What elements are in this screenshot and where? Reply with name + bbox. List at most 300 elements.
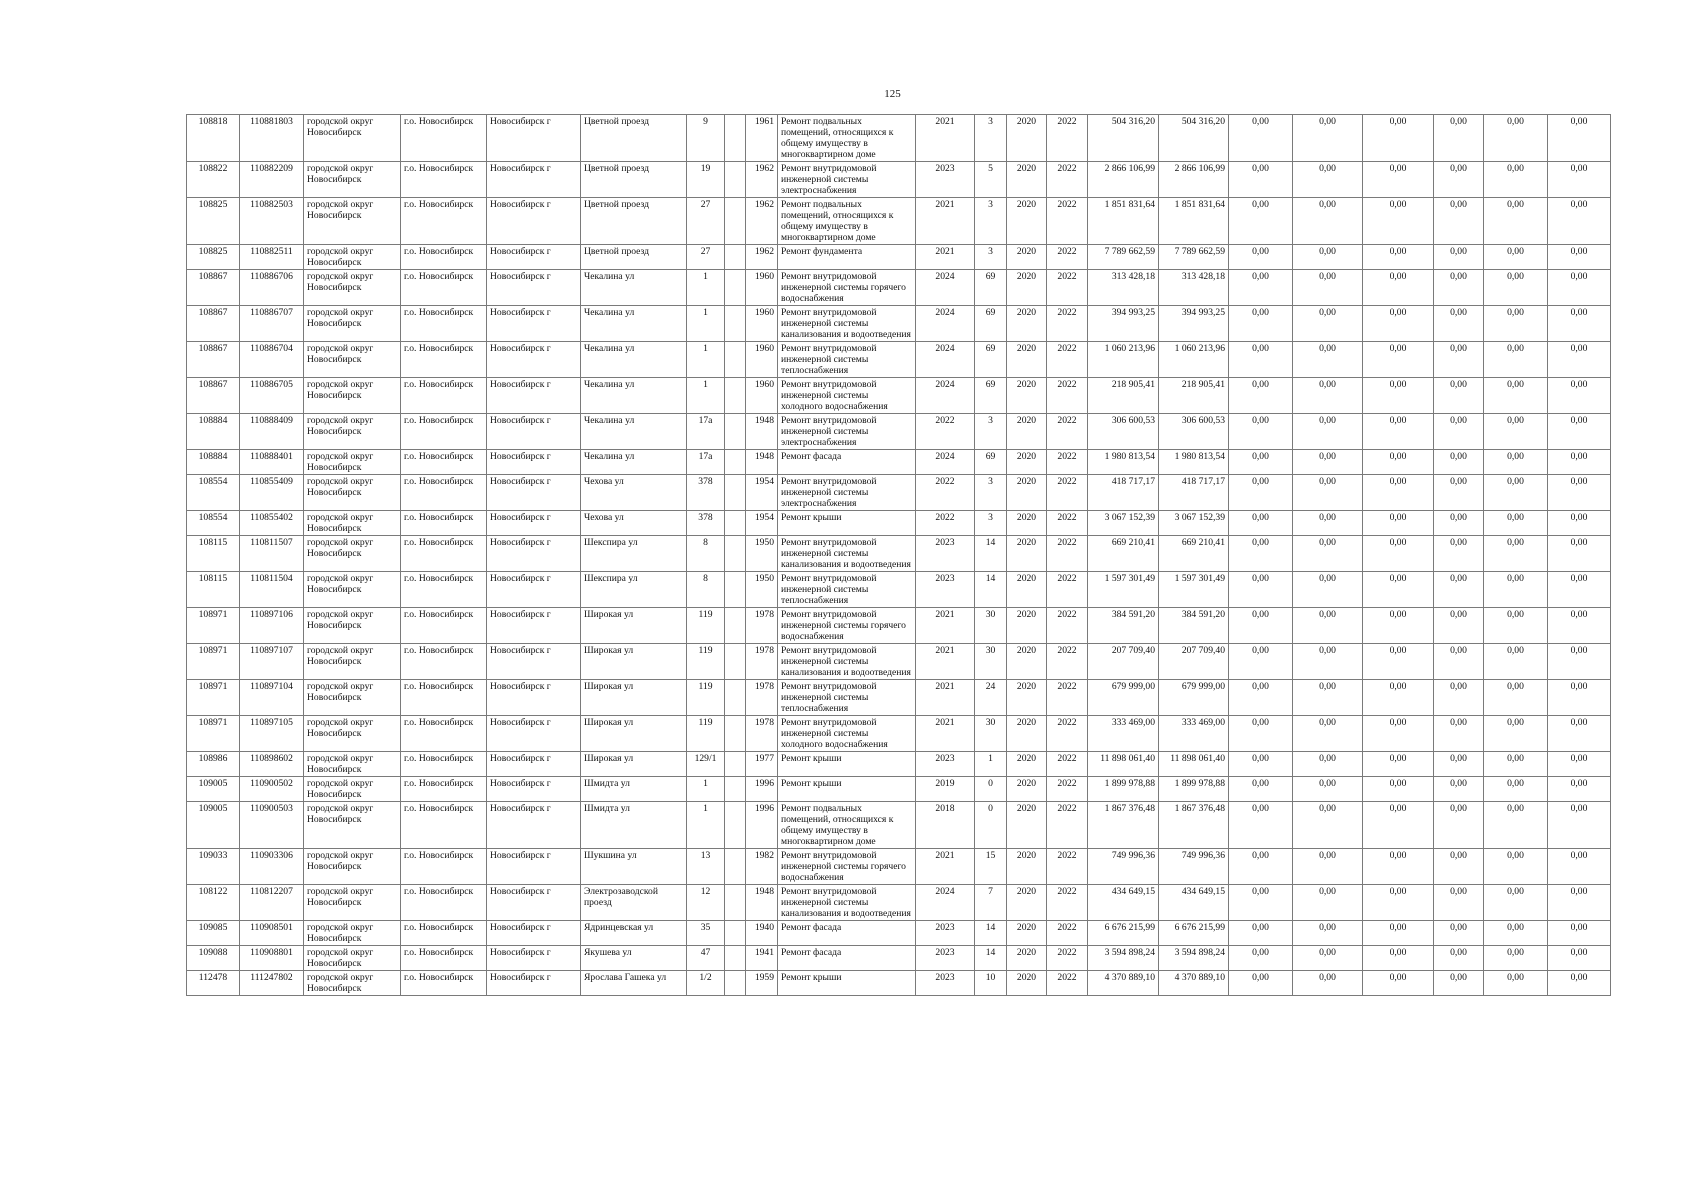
budget-cell-5: 0,00 <box>1484 342 1548 378</box>
budget-cell-6: 0,00 <box>1548 475 1611 511</box>
budget-cell-1: 0,00 <box>1229 245 1293 270</box>
plan-year-cell: 2021 <box>916 644 975 680</box>
total-cost-cell: 3 067 152,39 <box>1088 511 1159 536</box>
budget-cell-3: 0,00 <box>1363 921 1434 946</box>
end-year-cell: 2022 <box>1047 946 1088 971</box>
plan-year-cell: 2023 <box>916 946 975 971</box>
budget-cell-4: 0,00 <box>1434 572 1484 608</box>
budget-cell-6: 0,00 <box>1548 777 1611 802</box>
budget-cell-2: 0,00 <box>1293 752 1363 777</box>
budget-cell-3: 0,00 <box>1363 414 1434 450</box>
table-row <box>187 245 1611 270</box>
district-cell: г.о. Новосибирск <box>401 608 487 644</box>
budget-cell-3: 0,00 <box>1363 644 1434 680</box>
city-cell: Новосибирск г <box>487 572 581 608</box>
count-cell: 1 <box>975 752 1007 777</box>
fund-cost-cell: 7 789 662,59 <box>1159 245 1229 270</box>
building-cell <box>725 572 746 608</box>
count-cell: 3 <box>975 475 1007 511</box>
street-cell: Широкая ул <box>581 716 687 752</box>
district-cell: г.о. Новосибирск <box>401 946 487 971</box>
table-row <box>187 777 1611 802</box>
building-cell <box>725 306 746 342</box>
budget-cell-6: 0,00 <box>1548 946 1611 971</box>
house-number-cell: 1 <box>687 802 725 849</box>
municipality-cell: городской округ Новосибирск <box>304 644 401 680</box>
work-type-cell: Ремонт внутридомовой инженерной системы канализования и водоотведения <box>778 306 916 342</box>
house-number-cell: 119 <box>687 608 725 644</box>
street-cell: Электрозаводской проезд <box>581 885 687 921</box>
street-cell: Шукшина ул <box>581 849 687 885</box>
work-id-cell: 110888409 <box>240 414 304 450</box>
total-cost-cell: 6 676 215,99 <box>1088 921 1159 946</box>
total-cost-cell: 3 594 898,24 <box>1088 946 1159 971</box>
budget-cell-1: 0,00 <box>1229 306 1293 342</box>
budget-cell-2: 0,00 <box>1293 885 1363 921</box>
building-cell <box>725 162 746 198</box>
end-year-cell: 2022 <box>1047 608 1088 644</box>
house-id-cell: 108554 <box>187 475 240 511</box>
house-id-cell: 108884 <box>187 414 240 450</box>
budget-cell-4: 0,00 <box>1434 450 1484 475</box>
building-cell <box>725 475 746 511</box>
work-type-cell: Ремонт внутридомовой инженерной системы теплоснабжения <box>778 680 916 716</box>
budget-cell-4: 0,00 <box>1434 644 1484 680</box>
budget-cell-5: 0,00 <box>1484 511 1548 536</box>
start-year-cell: 2020 <box>1007 115 1047 162</box>
table-row <box>187 342 1611 378</box>
house-number-cell: 17а <box>687 414 725 450</box>
work-id-cell: 110897107 <box>240 644 304 680</box>
start-year-cell: 2020 <box>1007 885 1047 921</box>
municipality-cell: городской округ Новосибирск <box>304 198 401 245</box>
budget-cell-2: 0,00 <box>1293 849 1363 885</box>
fund-cost-cell: 6 676 215,99 <box>1159 921 1229 946</box>
district-cell: г.о. Новосибирск <box>401 306 487 342</box>
build-year-cell: 1948 <box>746 885 778 921</box>
budget-cell-2: 0,00 <box>1293 198 1363 245</box>
start-year-cell: 2020 <box>1007 752 1047 777</box>
count-cell: 5 <box>975 162 1007 198</box>
city-cell: Новосибирск г <box>487 511 581 536</box>
work-type-cell: Ремонт внутридомовой инженерной системы теплоснабжения <box>778 342 916 378</box>
municipality-cell: городской округ Новосибирск <box>304 777 401 802</box>
street-cell: Якушева ул <box>581 946 687 971</box>
city-cell: Новосибирск г <box>487 306 581 342</box>
work-id-cell: 110900502 <box>240 777 304 802</box>
district-cell: г.о. Новосибирск <box>401 536 487 572</box>
work-type-cell: Ремонт крыши <box>778 971 916 996</box>
work-type-cell: Ремонт подвальных помещений, относящихся к общему имуществу в многоквартирном доме <box>778 802 916 849</box>
municipality-cell: городской округ Новосибирск <box>304 342 401 378</box>
build-year-cell: 1982 <box>746 849 778 885</box>
building-cell <box>725 450 746 475</box>
table-row <box>187 921 1611 946</box>
budget-cell-1: 0,00 <box>1229 777 1293 802</box>
building-cell <box>725 946 746 971</box>
budget-cell-1: 0,00 <box>1229 414 1293 450</box>
city-cell: Новосибирск г <box>487 971 581 996</box>
count-cell: 3 <box>975 511 1007 536</box>
total-cost-cell: 669 210,41 <box>1088 536 1159 572</box>
plan-year-cell: 2022 <box>916 511 975 536</box>
budget-cell-5: 0,00 <box>1484 198 1548 245</box>
end-year-cell: 2022 <box>1047 270 1088 306</box>
budget-cell-6: 0,00 <box>1548 716 1611 752</box>
house-id-cell: 108867 <box>187 342 240 378</box>
total-cost-cell: 1 851 831,64 <box>1088 198 1159 245</box>
house-number-cell: 1 <box>687 306 725 342</box>
budget-cell-3: 0,00 <box>1363 162 1434 198</box>
budget-cell-3: 0,00 <box>1363 378 1434 414</box>
count-cell: 3 <box>975 115 1007 162</box>
district-cell: г.о. Новосибирск <box>401 378 487 414</box>
building-cell <box>725 608 746 644</box>
total-cost-cell: 679 999,00 <box>1088 680 1159 716</box>
budget-cell-3: 0,00 <box>1363 115 1434 162</box>
budget-cell-5: 0,00 <box>1484 946 1548 971</box>
district-cell: г.о. Новосибирск <box>401 572 487 608</box>
work-id-cell: 110900503 <box>240 802 304 849</box>
municipality-cell: городской округ Новосибирск <box>304 752 401 777</box>
building-cell <box>725 885 746 921</box>
street-cell: Чекалина ул <box>581 378 687 414</box>
plan-year-cell: 2021 <box>916 608 975 644</box>
house-number-cell: 119 <box>687 644 725 680</box>
plan-year-cell: 2023 <box>916 971 975 996</box>
house-id-cell: 108825 <box>187 245 240 270</box>
plan-year-cell: 2024 <box>916 306 975 342</box>
budget-cell-3: 0,00 <box>1363 885 1434 921</box>
plan-year-cell: 2021 <box>916 245 975 270</box>
house-number-cell: 17а <box>687 450 725 475</box>
budget-cell-4: 0,00 <box>1434 475 1484 511</box>
municipality-cell: городской округ Новосибирск <box>304 306 401 342</box>
district-cell: г.о. Новосибирск <box>401 777 487 802</box>
start-year-cell: 2020 <box>1007 475 1047 511</box>
total-cost-cell: 333 469,00 <box>1088 716 1159 752</box>
district-cell: г.о. Новосибирск <box>401 245 487 270</box>
budget-cell-2: 0,00 <box>1293 270 1363 306</box>
budget-cell-3: 0,00 <box>1363 946 1434 971</box>
total-cost-cell: 7 789 662,59 <box>1088 245 1159 270</box>
house-number-cell: 8 <box>687 536 725 572</box>
budget-cell-5: 0,00 <box>1484 885 1548 921</box>
budget-cell-5: 0,00 <box>1484 849 1548 885</box>
start-year-cell: 2020 <box>1007 414 1047 450</box>
work-id-cell: 110888401 <box>240 450 304 475</box>
street-cell: Ярослава Гашека ул <box>581 971 687 996</box>
city-cell: Новосибирск г <box>487 752 581 777</box>
work-type-cell: Ремонт фасада <box>778 450 916 475</box>
build-year-cell: 1940 <box>746 921 778 946</box>
budget-cell-6: 0,00 <box>1548 536 1611 572</box>
street-cell: Широкая ул <box>581 752 687 777</box>
building-cell <box>725 971 746 996</box>
table-row <box>187 752 1611 777</box>
budget-cell-2: 0,00 <box>1293 162 1363 198</box>
budget-cell-2: 0,00 <box>1293 680 1363 716</box>
house-id-cell: 108115 <box>187 572 240 608</box>
budget-cell-3: 0,00 <box>1363 475 1434 511</box>
end-year-cell: 2022 <box>1047 414 1088 450</box>
start-year-cell: 2020 <box>1007 306 1047 342</box>
district-cell: г.о. Новосибирск <box>401 198 487 245</box>
street-cell: Цветной проезд <box>581 198 687 245</box>
work-type-cell: Ремонт крыши <box>778 511 916 536</box>
total-cost-cell: 4 370 889,10 <box>1088 971 1159 996</box>
budget-cell-5: 0,00 <box>1484 270 1548 306</box>
budget-cell-4: 0,00 <box>1434 971 1484 996</box>
building-cell <box>725 644 746 680</box>
budget-cell-6: 0,00 <box>1548 342 1611 378</box>
house-id-cell: 109088 <box>187 946 240 971</box>
total-cost-cell: 306 600,53 <box>1088 414 1159 450</box>
district-cell: г.о. Новосибирск <box>401 342 487 378</box>
fund-cost-cell: 2 866 106,99 <box>1159 162 1229 198</box>
work-type-cell: Ремонт подвальных помещений, относящихся к общему имуществу в многоквартирном доме <box>778 115 916 162</box>
work-id-cell: 110886704 <box>240 342 304 378</box>
budget-cell-5: 0,00 <box>1484 536 1548 572</box>
budget-cell-1: 0,00 <box>1229 572 1293 608</box>
district-cell: г.о. Новосибирск <box>401 450 487 475</box>
start-year-cell: 2020 <box>1007 450 1047 475</box>
work-type-cell: Ремонт внутридомовой инженерной системы электроснабжения <box>778 475 916 511</box>
budget-cell-6: 0,00 <box>1548 608 1611 644</box>
total-cost-cell: 207 709,40 <box>1088 644 1159 680</box>
build-year-cell: 1960 <box>746 342 778 378</box>
budget-cell-1: 0,00 <box>1229 511 1293 536</box>
count-cell: 30 <box>975 608 1007 644</box>
budget-cell-3: 0,00 <box>1363 971 1434 996</box>
house-id-cell: 108115 <box>187 536 240 572</box>
plan-year-cell: 2023 <box>916 572 975 608</box>
fund-cost-cell: 3 067 152,39 <box>1159 511 1229 536</box>
district-cell: г.о. Новосибирск <box>401 475 487 511</box>
budget-cell-5: 0,00 <box>1484 450 1548 475</box>
work-id-cell: 110882209 <box>240 162 304 198</box>
total-cost-cell: 11 898 061,40 <box>1088 752 1159 777</box>
total-cost-cell: 1 980 813,54 <box>1088 450 1159 475</box>
total-cost-cell: 394 993,25 <box>1088 306 1159 342</box>
city-cell: Новосибирск г <box>487 777 581 802</box>
municipality-cell: городской округ Новосибирск <box>304 378 401 414</box>
total-cost-cell: 218 905,41 <box>1088 378 1159 414</box>
fund-cost-cell: 434 649,15 <box>1159 885 1229 921</box>
house-number-cell: 129/1 <box>687 752 725 777</box>
district-cell: г.о. Новосибирск <box>401 971 487 996</box>
build-year-cell: 1948 <box>746 414 778 450</box>
budget-cell-2: 0,00 <box>1293 572 1363 608</box>
work-type-cell: Ремонт фасада <box>778 921 916 946</box>
city-cell: Новосибирск г <box>487 802 581 849</box>
work-id-cell: 110886707 <box>240 306 304 342</box>
work-id-cell: 110812207 <box>240 885 304 921</box>
budget-cell-1: 0,00 <box>1229 802 1293 849</box>
budget-cell-6: 0,00 <box>1548 115 1611 162</box>
table-row <box>187 536 1611 572</box>
house-id-cell: 108867 <box>187 378 240 414</box>
build-year-cell: 1950 <box>746 536 778 572</box>
table-row <box>187 511 1611 536</box>
work-id-cell: 110908801 <box>240 946 304 971</box>
house-id-cell: 112478 <box>187 971 240 996</box>
budget-cell-5: 0,00 <box>1484 752 1548 777</box>
table-row <box>187 885 1611 921</box>
capital-repair-table <box>186 114 1611 996</box>
budget-cell-4: 0,00 <box>1434 414 1484 450</box>
start-year-cell: 2020 <box>1007 378 1047 414</box>
work-type-cell: Ремонт внутридомовой инженерной системы канализования и водоотведения <box>778 885 916 921</box>
work-id-cell: 110882511 <box>240 245 304 270</box>
work-id-cell: 110886706 <box>240 270 304 306</box>
budget-cell-1: 0,00 <box>1229 971 1293 996</box>
total-cost-cell: 384 591,20 <box>1088 608 1159 644</box>
work-type-cell: Ремонт подвальных помещений, относящихся к общему имуществу в многоквартирном доме <box>778 198 916 245</box>
fund-cost-cell: 384 591,20 <box>1159 608 1229 644</box>
work-type-cell: Ремонт внутридомовой инженерной системы электроснабжения <box>778 162 916 198</box>
work-id-cell: 111247802 <box>240 971 304 996</box>
house-id-cell: 108122 <box>187 885 240 921</box>
city-cell: Новосибирск г <box>487 342 581 378</box>
fund-cost-cell: 679 999,00 <box>1159 680 1229 716</box>
budget-cell-2: 0,00 <box>1293 644 1363 680</box>
table-row <box>187 306 1611 342</box>
budget-cell-3: 0,00 <box>1363 777 1434 802</box>
budget-cell-2: 0,00 <box>1293 245 1363 270</box>
budget-cell-4: 0,00 <box>1434 306 1484 342</box>
start-year-cell: 2020 <box>1007 971 1047 996</box>
work-type-cell: Ремонт внутридомовой инженерной системы канализования и водоотведения <box>778 644 916 680</box>
budget-cell-6: 0,00 <box>1548 378 1611 414</box>
count-cell: 0 <box>975 802 1007 849</box>
start-year-cell: 2020 <box>1007 716 1047 752</box>
end-year-cell: 2022 <box>1047 378 1088 414</box>
budget-cell-3: 0,00 <box>1363 245 1434 270</box>
table-row <box>187 115 1611 162</box>
district-cell: г.о. Новосибирск <box>401 885 487 921</box>
budget-cell-5: 0,00 <box>1484 115 1548 162</box>
budget-cell-4: 0,00 <box>1434 162 1484 198</box>
house-number-cell: 9 <box>687 115 725 162</box>
district-cell: г.о. Новосибирск <box>401 680 487 716</box>
budget-cell-2: 0,00 <box>1293 450 1363 475</box>
budget-cell-6: 0,00 <box>1548 849 1611 885</box>
fund-cost-cell: 1 980 813,54 <box>1159 450 1229 475</box>
budget-cell-4: 0,00 <box>1434 115 1484 162</box>
building-cell <box>725 752 746 777</box>
work-id-cell: 110855402 <box>240 511 304 536</box>
work-type-cell: Ремонт фундамента <box>778 245 916 270</box>
start-year-cell: 2020 <box>1007 849 1047 885</box>
street-cell: Чекалина ул <box>581 414 687 450</box>
city-cell: Новосибирск г <box>487 608 581 644</box>
fund-cost-cell: 3 594 898,24 <box>1159 946 1229 971</box>
budget-cell-1: 0,00 <box>1229 378 1293 414</box>
build-year-cell: 1950 <box>746 572 778 608</box>
budget-cell-1: 0,00 <box>1229 270 1293 306</box>
municipality-cell: городской округ Новосибирск <box>304 475 401 511</box>
street-cell: Широкая ул <box>581 608 687 644</box>
budget-cell-4: 0,00 <box>1434 802 1484 849</box>
budget-cell-3: 0,00 <box>1363 270 1434 306</box>
building-cell <box>725 536 746 572</box>
budget-cell-4: 0,00 <box>1434 752 1484 777</box>
plan-year-cell: 2021 <box>916 680 975 716</box>
house-id-cell: 108867 <box>187 270 240 306</box>
street-cell: Чекалина ул <box>581 306 687 342</box>
budget-cell-4: 0,00 <box>1434 921 1484 946</box>
table-row <box>187 572 1611 608</box>
total-cost-cell: 504 316,20 <box>1088 115 1159 162</box>
count-cell: 3 <box>975 198 1007 245</box>
municipality-cell: городской округ Новосибирск <box>304 971 401 996</box>
budget-cell-6: 0,00 <box>1548 245 1611 270</box>
house-id-cell: 108867 <box>187 306 240 342</box>
count-cell: 69 <box>975 342 1007 378</box>
budget-cell-1: 0,00 <box>1229 921 1293 946</box>
end-year-cell: 2022 <box>1047 342 1088 378</box>
building-cell <box>725 115 746 162</box>
table-row <box>187 971 1611 996</box>
street-cell: Чекалина ул <box>581 342 687 378</box>
table-row <box>187 608 1611 644</box>
budget-cell-4: 0,00 <box>1434 716 1484 752</box>
budget-cell-5: 0,00 <box>1484 475 1548 511</box>
street-cell: Шмидта ул <box>581 777 687 802</box>
budget-cell-2: 0,00 <box>1293 378 1363 414</box>
build-year-cell: 1978 <box>746 644 778 680</box>
build-year-cell: 1954 <box>746 511 778 536</box>
municipality-cell: городской округ Новосибирск <box>304 511 401 536</box>
budget-cell-6: 0,00 <box>1548 414 1611 450</box>
table-body <box>187 115 1611 996</box>
work-type-cell: Ремонт внутридомовой инженерной системы теплоснабжения <box>778 572 916 608</box>
table-row <box>187 644 1611 680</box>
budget-cell-6: 0,00 <box>1548 680 1611 716</box>
municipality-cell: городской округ Новосибирск <box>304 572 401 608</box>
budget-cell-1: 0,00 <box>1229 536 1293 572</box>
end-year-cell: 2022 <box>1047 644 1088 680</box>
budget-cell-6: 0,00 <box>1548 162 1611 198</box>
budget-cell-3: 0,00 <box>1363 802 1434 849</box>
budget-cell-5: 0,00 <box>1484 644 1548 680</box>
table-row <box>187 414 1611 450</box>
house-number-cell: 35 <box>687 921 725 946</box>
build-year-cell: 1948 <box>746 450 778 475</box>
work-type-cell: Ремонт внутридомовой инженерной системы холодного водоснабжения <box>778 378 916 414</box>
fund-cost-cell: 418 717,17 <box>1159 475 1229 511</box>
budget-cell-4: 0,00 <box>1434 270 1484 306</box>
street-cell: Цветной проезд <box>581 115 687 162</box>
budget-cell-2: 0,00 <box>1293 777 1363 802</box>
district-cell: г.о. Новосибирск <box>401 921 487 946</box>
building-cell <box>725 270 746 306</box>
start-year-cell: 2020 <box>1007 270 1047 306</box>
house-number-cell: 19 <box>687 162 725 198</box>
build-year-cell: 1961 <box>746 115 778 162</box>
fund-cost-cell: 1 899 978,88 <box>1159 777 1229 802</box>
city-cell: Новосибирск г <box>487 270 581 306</box>
house-number-cell: 1 <box>687 270 725 306</box>
city-cell: Новосибирск г <box>487 921 581 946</box>
work-id-cell: 110897106 <box>240 608 304 644</box>
city-cell: Новосибирск г <box>487 644 581 680</box>
house-number-cell: 1 <box>687 342 725 378</box>
end-year-cell: 2022 <box>1047 680 1088 716</box>
end-year-cell: 2022 <box>1047 752 1088 777</box>
count-cell: 15 <box>975 849 1007 885</box>
